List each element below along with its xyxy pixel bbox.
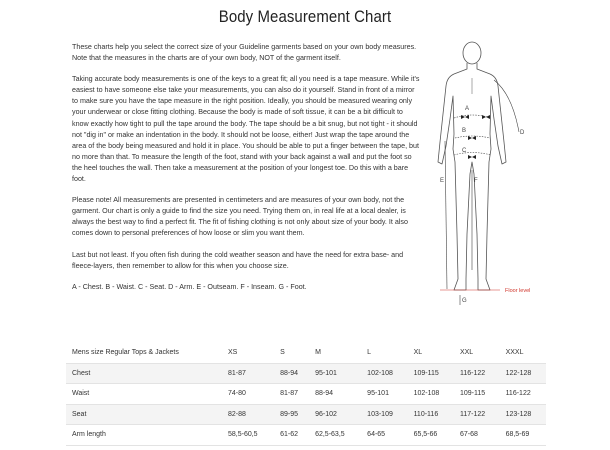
column-header: M bbox=[309, 343, 361, 363]
table-cell: 64-65 bbox=[361, 425, 407, 446]
column-header: XXL bbox=[454, 343, 500, 363]
column-header: XXXL bbox=[500, 343, 546, 363]
body-figure bbox=[420, 34, 555, 309]
paragraph-intro: These charts help you select the correct size of your Guideline garments based on your own body measures. Note that the measures in the charts are of your own body, NOT of the garment itself. bbox=[72, 43, 417, 63]
table-cell: 95-101 bbox=[309, 363, 361, 384]
table-cell: 68,5-69 bbox=[500, 425, 546, 446]
table-cell: 96-102 bbox=[309, 404, 361, 425]
row-label: Chest bbox=[66, 363, 222, 384]
floor-level-label: Floor level bbox=[505, 288, 531, 294]
body-illustration bbox=[420, 34, 555, 309]
table-cell: 58,5-60,5 bbox=[222, 425, 274, 446]
column-header: XS bbox=[222, 343, 274, 363]
table-cell: 122-128 bbox=[500, 363, 546, 384]
table-cell: 102-108 bbox=[408, 384, 454, 405]
table-cell: 95-101 bbox=[361, 384, 407, 405]
column-header: XL bbox=[408, 343, 454, 363]
table-cell: 88-94 bbox=[274, 363, 309, 384]
column-header: L bbox=[361, 343, 407, 363]
table-cell: 117-122 bbox=[454, 404, 500, 425]
table-cell: 62,5-63,5 bbox=[309, 425, 361, 446]
column-header: S bbox=[274, 343, 309, 363]
measurement-legend: A - Chest. B - Waist. C - Seat. D - Arm. E - Outseam. F - Inseam. G - Foot. bbox=[72, 282, 307, 291]
label-c: C bbox=[462, 148, 467, 154]
table-cell: 102-108 bbox=[361, 363, 407, 384]
table-cell: 88-94 bbox=[309, 384, 361, 405]
table-cell: 74-80 bbox=[222, 384, 274, 405]
table-cell: 89-95 bbox=[274, 404, 309, 425]
row-label: Waist bbox=[66, 384, 222, 405]
label-f: F bbox=[474, 178, 478, 184]
measure-lines bbox=[440, 80, 519, 305]
paragraph-layers: Last but not least. If you often fish during the cold weather season and have the need for extra base- and fleece-layers, then remember to allow for this when you choose size. bbox=[72, 250, 404, 270]
row-label: Seat bbox=[66, 404, 222, 425]
table-cell: 82-88 bbox=[222, 404, 274, 425]
intro-text bbox=[72, 42, 420, 303]
table-header-row bbox=[66, 343, 546, 363]
table-cell: 109-115 bbox=[408, 363, 454, 384]
column-header: Mens size Regular Tops & Jackets bbox=[66, 343, 222, 363]
paragraph-note: Please note! All measurements are presented in centimeters and are measures of your own body, not the garment. Our chart is only a guide to find the size you need. Trying them on, in real life at a local dealer, is always the best way to find a perfect fit. The fit of fishing clothing is not only about size of your body. It also comes down to personal preferences of how loose or slim you want them. bbox=[72, 196, 408, 238]
label-e: E bbox=[440, 178, 445, 184]
table-row bbox=[66, 384, 546, 405]
table-cell: 103-109 bbox=[361, 404, 407, 425]
table-row bbox=[66, 425, 546, 446]
table-row bbox=[66, 363, 546, 384]
table-cell: 116-122 bbox=[454, 363, 500, 384]
table-cell: 116-122 bbox=[500, 384, 546, 405]
table-cell: 61-62 bbox=[274, 425, 309, 446]
row-label: Arm length bbox=[66, 425, 222, 446]
size-table bbox=[66, 343, 546, 446]
paragraph-measuring: Taking accurate body measurements is one of the keys to a great fit; all you need is a tape measure. While it's easiest to have someone else take your measurements, you can also do it yourself. Stand in front of a mirror to make sure you have the tape measure in the right position. Ideally, you should be measured wearing only your underwear or close fitting clothing. Because the body is made of soft tissue, it can be a bit difficult to know exactly how tight to pull the tape around the body. The tape should be a bit snug, but not tight - it should not "dig in" or make an indentation in the body. It should not be loose, either! Just wrap the tape around the area of the body being measured and hold it in place. You should be able to put a finger between the tape, but no more than that. To measure the length of the foot, stand with your back against a wall and put the foot so the heel touches the wall. Then take a measurement at the position of your longest toe. Do this with a bare foot. bbox=[72, 75, 420, 184]
table-cell: 65,5-66 bbox=[408, 425, 454, 446]
table-cell: 81-87 bbox=[274, 384, 309, 405]
page-title: Body Measurement Chart bbox=[218, 7, 392, 26]
label-b: B bbox=[462, 128, 467, 134]
table-cell: 109-115 bbox=[454, 384, 500, 405]
table-row bbox=[66, 404, 546, 425]
table-cell: 81-87 bbox=[222, 363, 274, 384]
label-d: D bbox=[520, 130, 525, 136]
table-cell: 123-128 bbox=[500, 404, 546, 425]
label-a: A bbox=[465, 106, 470, 112]
label-g: G bbox=[462, 298, 467, 304]
table-cell: 67-68 bbox=[454, 425, 500, 446]
table-cell: 110-116 bbox=[408, 404, 454, 425]
